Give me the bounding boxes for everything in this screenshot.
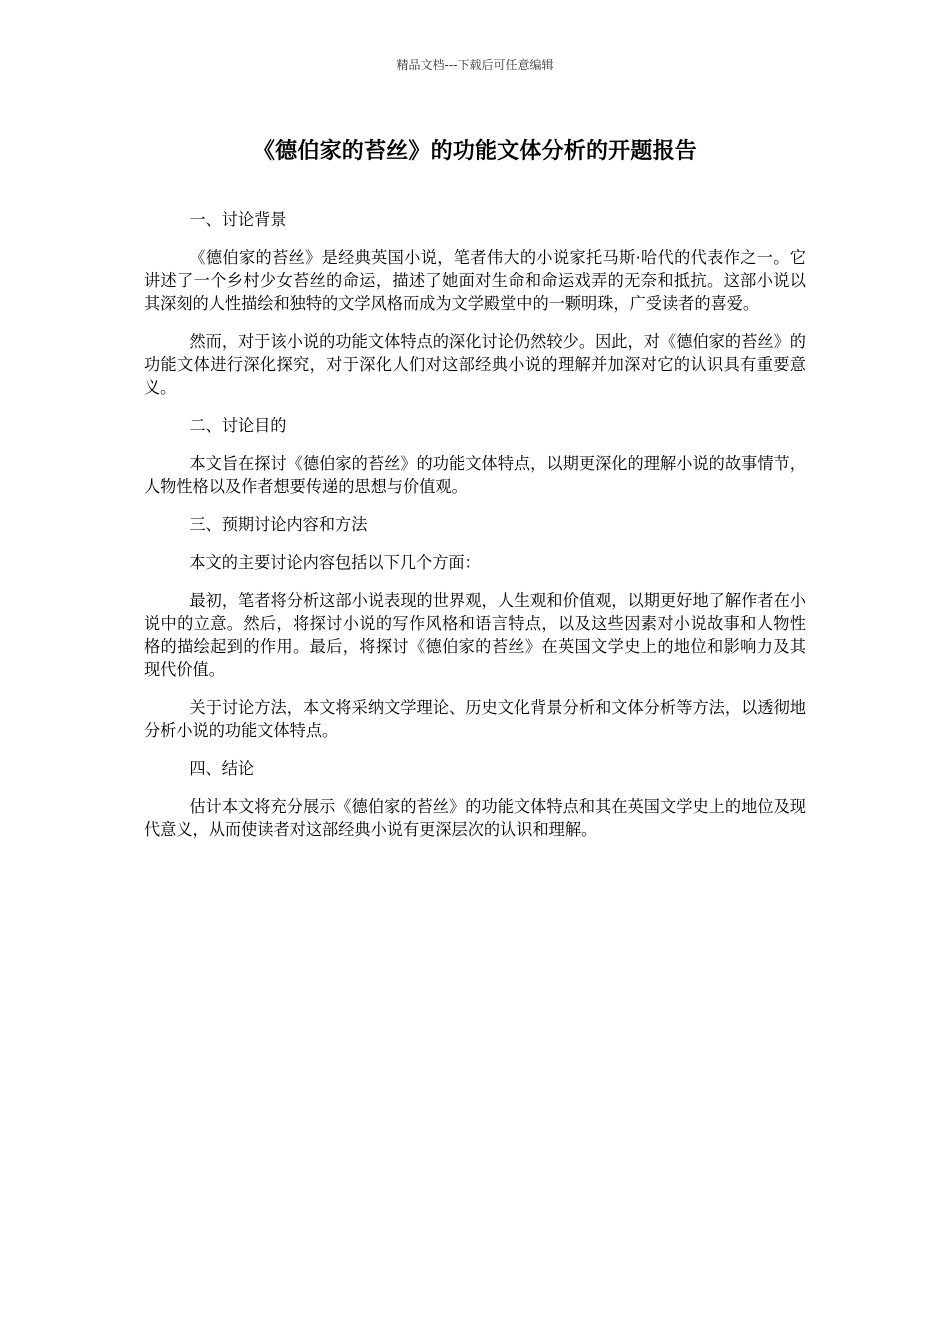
paragraph-background-1: 《德伯家的苔丝》是经典英国小说，笔者伟大的小说家托马斯·哈代的代表作之一。它讲述了一个乡村少女苔丝的命运，描述了她面对生命和命运戏弄的无奈和抵抗。这部小说以其深刻的人性描绘和独特的文学风格而成为文学殿堂中的一颗明珠，广受读者的喜爱。 [144,248,806,313]
document-body [144,208,806,856]
header-note: 精品文档---下载后可任意编辑 [396,58,554,72]
document-title: 《德伯家的苔丝》的功能文体分析的开题报告 [252,139,697,164]
section-heading-conclusion: 四、结论 [189,759,255,778]
paragraph-content-intro: 本文的主要讨论内容包括以下几个方面： [189,553,481,572]
paragraph-purpose-1: 本文旨在探讨《德伯家的苔丝》的功能文体特点，以期更深化的理解小说的故事情节，人物性格以及作者想要传递的思想与价值观。 [144,454,806,496]
section-heading-background: 一、讨论背景 [189,210,287,229]
paragraph-background-2: 然而，对于该小说的功能文体特点的深化讨论仍然较少。因此，对《德伯家的苔丝》的功能文体进行深化探究，对于深化人们对这部经典小说的理解并加深对它的认识具有重要意义。 [144,332,806,397]
paragraph-content-details: 最初，笔者将分析这部小说表现的世界观，人生观和价值观，以期更好地了解作者在小说中的立意。然后，将探讨小说的写作风格和语言特点，以及这些因素对小说故事和人物性格的描绘起到的作用。最后，将探讨《德伯家的苔丝》在英国文学史上的地位和影响力及其现代价值。 [144,591,806,679]
section-heading-purpose: 二、讨论目的 [189,416,287,435]
section-heading-content-methods: 三、预期讨论内容和方法 [189,515,368,534]
paragraph-methods: 关于讨论方法，本文将采纳文学理论、历史文化背景分析和文体分析等方法，以透彻地分析小说的功能文体特点。 [144,698,806,740]
paragraph-conclusion: 估计本文将充分展示《德伯家的苔丝》的功能文体特点和其在英国文学史上的地位及现代意义，从而使读者对这部经典小说有更深层次的认识和理解。 [144,797,806,839]
